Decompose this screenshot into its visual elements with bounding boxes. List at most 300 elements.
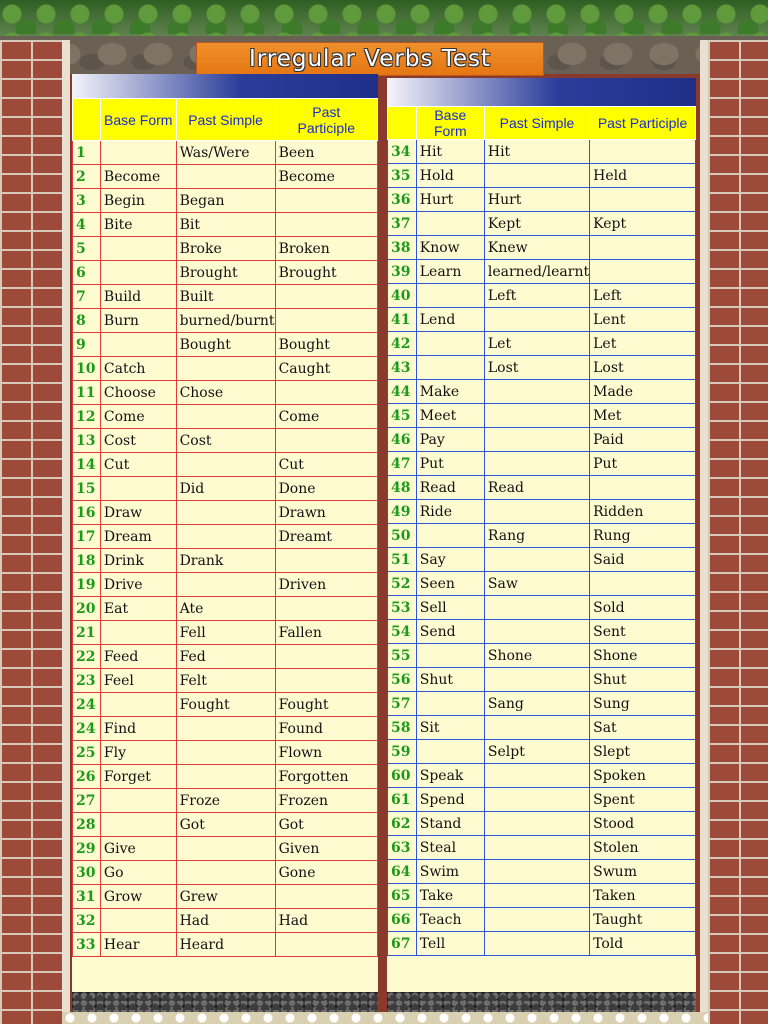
- past-participle-cell[interactable]: Forgotten: [275, 765, 377, 789]
- base-form-cell[interactable]: Read: [416, 476, 484, 500]
- table-row: [388, 428, 696, 452]
- past-simple-cell[interactable]: [176, 357, 275, 381]
- base-form-cell[interactable]: [100, 813, 176, 837]
- base-form-cell[interactable]: Spend: [416, 788, 484, 812]
- row-number: 32: [73, 909, 101, 933]
- row-number: 10: [73, 357, 101, 381]
- past-simple-cell[interactable]: Grew: [176, 885, 275, 909]
- past-participle-cell[interactable]: [275, 189, 377, 213]
- row-number: 52: [388, 572, 417, 596]
- past-participle-cell[interactable]: Told: [590, 932, 696, 956]
- past-simple-cell[interactable]: Ate: [176, 597, 275, 621]
- table-row: [388, 212, 696, 236]
- row-number: 33: [73, 933, 101, 957]
- past-simple-cell[interactable]: [176, 405, 275, 429]
- row-number: 5: [73, 237, 101, 261]
- past-participle-cell[interactable]: Let: [590, 332, 696, 356]
- past-simple-cell[interactable]: Fought: [176, 693, 275, 717]
- base-form-cell[interactable]: Take: [416, 884, 484, 908]
- row-number: 19: [73, 573, 101, 597]
- row-number: 47: [388, 452, 417, 476]
- base-form-cell[interactable]: [416, 692, 484, 716]
- table-row: [73, 837, 378, 861]
- base-form-cell[interactable]: Give: [100, 837, 176, 861]
- past-simple-cell[interactable]: Hit: [484, 140, 589, 164]
- base-form-cell[interactable]: [100, 477, 176, 501]
- table-row: [73, 261, 378, 285]
- past-simple-cell[interactable]: Bought: [176, 333, 275, 357]
- past-participle-cell[interactable]: Become: [275, 165, 377, 189]
- past-simple-cell[interactable]: Fell: [176, 621, 275, 645]
- base-form-cell[interactable]: Hurt: [416, 188, 484, 212]
- past-simple-cell[interactable]: Rang: [484, 524, 589, 548]
- past-simple-cell[interactable]: Brought: [176, 261, 275, 285]
- past-simple-cell[interactable]: [484, 860, 589, 884]
- base-form-cell[interactable]: Swim: [416, 860, 484, 884]
- past-participle-cell[interactable]: Shone: [590, 644, 696, 668]
- table-row: [388, 476, 696, 500]
- past-simple-cell[interactable]: [484, 452, 589, 476]
- past-participle-cell[interactable]: Lost: [590, 356, 696, 380]
- base-form-cell[interactable]: [100, 621, 176, 645]
- past-participle-cell[interactable]: Fought: [275, 693, 377, 717]
- past-participle-cell[interactable]: [275, 933, 377, 957]
- table-row: [73, 669, 378, 693]
- base-form-cell[interactable]: Stand: [416, 812, 484, 836]
- past-participle-cell[interactable]: [275, 597, 377, 621]
- past-simple-cell[interactable]: [176, 765, 275, 789]
- past-participle-cell[interactable]: Had: [275, 909, 377, 933]
- past-participle-cell[interactable]: Stolen: [590, 836, 696, 860]
- past-simple-cell[interactable]: [176, 165, 275, 189]
- verbs-panel-right: [387, 78, 696, 992]
- base-form-cell[interactable]: Catch: [100, 357, 176, 381]
- table-row: [388, 332, 696, 356]
- verbs-table-left: [72, 98, 378, 957]
- past-participle-cell[interactable]: [275, 309, 377, 333]
- past-participle-cell[interactable]: Held: [590, 164, 696, 188]
- past-participle-cell[interactable]: Bought: [275, 333, 377, 357]
- past-participle-cell[interactable]: Been: [275, 141, 377, 165]
- table-row: [73, 813, 378, 837]
- past-participle-cell[interactable]: Made: [590, 380, 696, 404]
- past-participle-cell[interactable]: Found: [275, 717, 377, 741]
- past-simple-cell[interactable]: Lost: [484, 356, 589, 380]
- base-form-cell[interactable]: Teach: [416, 908, 484, 932]
- row-number: 59: [388, 740, 417, 764]
- panel-header-bar: [72, 74, 378, 98]
- base-form-cell[interactable]: Sit: [416, 716, 484, 740]
- past-simple-cell[interactable]: [484, 308, 589, 332]
- table-row: [73, 525, 378, 549]
- table-row: [388, 836, 696, 860]
- row-number: 17: [73, 525, 101, 549]
- table-row: [388, 260, 696, 284]
- past-simple-cell[interactable]: Left: [484, 284, 589, 308]
- past-participle-cell[interactable]: Ridden: [590, 500, 696, 524]
- base-form-cell[interactable]: Come: [100, 405, 176, 429]
- base-form-cell[interactable]: Build: [100, 285, 176, 309]
- past-participle-cell[interactable]: Sold: [590, 596, 696, 620]
- table-row: [388, 788, 696, 812]
- past-participle-cell[interactable]: Spent: [590, 788, 696, 812]
- past-participle-cell[interactable]: [590, 188, 696, 212]
- row-number: 4: [73, 213, 101, 237]
- table-row: [73, 357, 378, 381]
- past-participle-cell[interactable]: Sung: [590, 692, 696, 716]
- past-participle-cell[interactable]: Said: [590, 548, 696, 572]
- row-number: 36: [388, 188, 417, 212]
- table-header-row: [73, 99, 378, 141]
- past-participle-cell[interactable]: Put: [590, 452, 696, 476]
- table-row: [388, 452, 696, 476]
- table-row: [73, 693, 378, 717]
- row-number: 66: [388, 908, 417, 932]
- table-row: [73, 309, 378, 333]
- row-number: 3: [73, 189, 101, 213]
- past-simple-cell[interactable]: Was/Were: [176, 141, 275, 165]
- header-past-simple: Past Simple: [176, 99, 275, 141]
- past-participle-cell[interactable]: Stood: [590, 812, 696, 836]
- past-participle-cell[interactable]: Brought: [275, 261, 377, 285]
- base-form-cell[interactable]: Grow: [100, 885, 176, 909]
- past-participle-cell[interactable]: Flown: [275, 741, 377, 765]
- table-row: [73, 429, 378, 453]
- past-simple-cell[interactable]: Heard: [176, 933, 275, 957]
- past-simple-cell[interactable]: [176, 501, 275, 525]
- row-number: 27: [73, 789, 101, 813]
- base-form-cell[interactable]: [100, 789, 176, 813]
- table-row: [73, 213, 378, 237]
- table-row: [388, 140, 696, 164]
- row-number: 49: [388, 500, 417, 524]
- past-simple-cell[interactable]: [484, 620, 589, 644]
- table-row: [388, 860, 696, 884]
- base-form-cell[interactable]: Eat: [100, 597, 176, 621]
- base-form-cell[interactable]: Hold: [416, 164, 484, 188]
- row-number: 15: [73, 477, 101, 501]
- base-form-cell[interactable]: [416, 284, 484, 308]
- base-form-cell[interactable]: [416, 524, 484, 548]
- base-form-cell[interactable]: [100, 909, 176, 933]
- table-row: [388, 692, 696, 716]
- row-number: 21: [73, 621, 101, 645]
- pillar-left: [62, 40, 70, 1024]
- row-number: 18: [73, 549, 101, 573]
- past-participle-cell[interactable]: Caught: [275, 357, 377, 381]
- base-form-cell[interactable]: Cut: [100, 453, 176, 477]
- base-form-cell[interactable]: Send: [416, 620, 484, 644]
- base-form-cell[interactable]: [416, 644, 484, 668]
- past-simple-cell[interactable]: [484, 764, 589, 788]
- header-base-form: Base Form: [100, 99, 176, 141]
- base-form-cell[interactable]: Drive: [100, 573, 176, 597]
- past-simple-cell[interactable]: [484, 668, 589, 692]
- past-simple-cell[interactable]: Bit: [176, 213, 275, 237]
- base-form-cell[interactable]: Draw: [100, 501, 176, 525]
- past-simple-cell[interactable]: [484, 404, 589, 428]
- table-row: [73, 645, 378, 669]
- base-form-cell[interactable]: [100, 693, 176, 717]
- row-number: 43: [388, 356, 417, 380]
- verbs-table-right: [387, 106, 696, 956]
- past-participle-cell[interactable]: Taken: [590, 884, 696, 908]
- past-participle-cell[interactable]: Paid: [590, 428, 696, 452]
- past-participle-cell[interactable]: [275, 669, 377, 693]
- base-form-cell[interactable]: Cost: [100, 429, 176, 453]
- base-form-cell[interactable]: [416, 740, 484, 764]
- past-simple-cell[interactable]: [176, 837, 275, 861]
- header-past-participle: [275, 99, 377, 141]
- row-number: 22: [73, 645, 101, 669]
- past-participle-cell[interactable]: Kept: [590, 212, 696, 236]
- base-form-cell[interactable]: Hear: [100, 933, 176, 957]
- past-simple-cell[interactable]: [176, 717, 275, 741]
- past-participle-cell[interactable]: Taught: [590, 908, 696, 932]
- header-number: [73, 99, 101, 141]
- table-row: [73, 141, 378, 165]
- table-row: [388, 524, 696, 548]
- past-participle-cell[interactable]: Fallen: [275, 621, 377, 645]
- row-number: 14: [73, 453, 101, 477]
- past-simple-cell[interactable]: Felt: [176, 669, 275, 693]
- past-participle-cell[interactable]: Got: [275, 813, 377, 837]
- base-form-cell[interactable]: Meet: [416, 404, 484, 428]
- past-participle-cell[interactable]: Drawn: [275, 501, 377, 525]
- row-number: 11: [73, 381, 101, 405]
- past-participle-cell[interactable]: [590, 140, 696, 164]
- past-simple-cell[interactable]: [484, 500, 589, 524]
- base-form-cell[interactable]: Sell: [416, 596, 484, 620]
- past-simple-cell[interactable]: Got: [176, 813, 275, 837]
- past-participle-cell[interactable]: Cut: [275, 453, 377, 477]
- base-form-cell[interactable]: Feel: [100, 669, 176, 693]
- row-number: 8: [73, 309, 101, 333]
- table-row: [388, 884, 696, 908]
- past-simple-cell[interactable]: learned/learnt: [484, 260, 589, 284]
- row-number: 1: [73, 141, 101, 165]
- past-simple-cell[interactable]: [176, 525, 275, 549]
- table-row: [73, 501, 378, 525]
- past-simple-cell[interactable]: [484, 932, 589, 956]
- past-participle-cell[interactable]: Spoken: [590, 764, 696, 788]
- base-form-cell[interactable]: Burn: [100, 309, 176, 333]
- base-form-cell[interactable]: Ride: [416, 500, 484, 524]
- row-number: 60: [388, 764, 417, 788]
- header-past-simple: Past Simple: [484, 107, 589, 140]
- base-form-cell[interactable]: Forget: [100, 765, 176, 789]
- base-form-cell[interactable]: Put: [416, 452, 484, 476]
- past-simple-cell[interactable]: Built: [176, 285, 275, 309]
- past-simple-cell[interactable]: [484, 548, 589, 572]
- past-participle-cell[interactable]: [275, 381, 377, 405]
- base-form-cell[interactable]: Know: [416, 236, 484, 260]
- past-simple-cell[interactable]: [176, 573, 275, 597]
- past-participle-cell[interactable]: Met: [590, 404, 696, 428]
- past-simple-cell[interactable]: Froze: [176, 789, 275, 813]
- brick-wall-left: [0, 40, 62, 1024]
- row-number: 37: [388, 212, 417, 236]
- base-form-cell[interactable]: Seen: [416, 572, 484, 596]
- base-form-cell[interactable]: Steal: [416, 836, 484, 860]
- header-number: [388, 107, 417, 140]
- past-participle-cell[interactable]: Broken: [275, 237, 377, 261]
- row-number: 61: [388, 788, 417, 812]
- table-row: [73, 333, 378, 357]
- past-participle-cell[interactable]: [590, 572, 696, 596]
- brick-wall-right: [708, 40, 768, 1024]
- past-participle-cell[interactable]: Done: [275, 477, 377, 501]
- past-simple-cell[interactable]: burned/burnt: [176, 309, 275, 333]
- base-form-cell[interactable]: Become: [100, 165, 176, 189]
- past-simple-cell[interactable]: Shone: [484, 644, 589, 668]
- past-simple-cell[interactable]: Cost: [176, 429, 275, 453]
- past-simple-cell[interactable]: Read: [484, 476, 589, 500]
- past-simple-cell[interactable]: [176, 861, 275, 885]
- base-form-cell[interactable]: Hit: [416, 140, 484, 164]
- past-simple-cell[interactable]: [484, 884, 589, 908]
- past-participle-cell[interactable]: [275, 885, 377, 909]
- base-form-cell[interactable]: Drink: [100, 549, 176, 573]
- row-number: 28: [73, 813, 101, 837]
- past-participle-cell[interactable]: [275, 549, 377, 573]
- past-participle-cell[interactable]: [590, 476, 696, 500]
- base-form-cell[interactable]: Fly: [100, 741, 176, 765]
- row-number: 53: [388, 596, 417, 620]
- past-simple-cell[interactable]: Drank: [176, 549, 275, 573]
- table-row: [73, 717, 378, 741]
- table-row: [73, 789, 378, 813]
- past-simple-cell[interactable]: Selpt: [484, 740, 589, 764]
- past-participle-cell[interactable]: [275, 213, 377, 237]
- table-row: [388, 308, 696, 332]
- past-participle-cell[interactable]: Slept: [590, 740, 696, 764]
- past-simple-cell[interactable]: [484, 836, 589, 860]
- flower-border: [62, 1012, 708, 1024]
- base-form-cell[interactable]: Speak: [416, 764, 484, 788]
- past-participle-cell[interactable]: [275, 429, 377, 453]
- past-participle-cell[interactable]: Dreamt: [275, 525, 377, 549]
- past-simple-cell[interactable]: [484, 164, 589, 188]
- base-form-cell[interactable]: [100, 333, 176, 357]
- pillar-right: [700, 40, 708, 1024]
- past-simple-cell[interactable]: Did: [176, 477, 275, 501]
- panel-header-bar: [387, 78, 696, 106]
- base-form-cell[interactable]: Go: [100, 861, 176, 885]
- past-participle-cell[interactable]: Come: [275, 405, 377, 429]
- table-row: [388, 932, 696, 956]
- row-number: 67: [388, 932, 417, 956]
- base-form-cell[interactable]: Pay: [416, 428, 484, 452]
- past-participle-cell[interactable]: Rung: [590, 524, 696, 548]
- past-simple-cell[interactable]: Chose: [176, 381, 275, 405]
- row-number: 64: [388, 860, 417, 884]
- row-number: 12: [73, 405, 101, 429]
- base-form-cell[interactable]: Make: [416, 380, 484, 404]
- past-simple-cell[interactable]: Had: [176, 909, 275, 933]
- base-form-cell[interactable]: [416, 356, 484, 380]
- past-simple-cell[interactable]: Saw: [484, 572, 589, 596]
- base-form-cell[interactable]: Begin: [100, 189, 176, 213]
- base-form-cell[interactable]: Lend: [416, 308, 484, 332]
- table-row: [73, 405, 378, 429]
- past-participle-cell[interactable]: Driven: [275, 573, 377, 597]
- past-participle-cell[interactable]: [275, 645, 377, 669]
- base-form-cell[interactable]: [416, 332, 484, 356]
- base-form-cell[interactable]: Find: [100, 717, 176, 741]
- past-participle-cell[interactable]: [275, 285, 377, 309]
- table-row: [388, 164, 696, 188]
- base-form-cell[interactable]: Shut: [416, 668, 484, 692]
- base-form-cell[interactable]: [100, 237, 176, 261]
- past-participle-cell[interactable]: Given: [275, 837, 377, 861]
- past-participle-cell[interactable]: Lent: [590, 308, 696, 332]
- past-participle-cell[interactable]: Swum: [590, 860, 696, 884]
- table-row: [73, 885, 378, 909]
- past-simple-cell[interactable]: Began: [176, 189, 275, 213]
- past-simple-cell[interactable]: [484, 788, 589, 812]
- past-simple-cell[interactable]: [484, 716, 589, 740]
- row-number: 13: [73, 429, 101, 453]
- past-simple-cell[interactable]: [176, 453, 275, 477]
- past-participle-cell[interactable]: Gone: [275, 861, 377, 885]
- past-simple-cell[interactable]: Knew: [484, 236, 589, 260]
- stone-strip-left: [72, 992, 378, 1012]
- base-form-cell[interactable]: Choose: [100, 381, 176, 405]
- base-form-cell[interactable]: Dream: [100, 525, 176, 549]
- table-row: [388, 668, 696, 692]
- row-number: 44: [388, 380, 417, 404]
- past-participle-cell[interactable]: Sat: [590, 716, 696, 740]
- table-row: [73, 477, 378, 501]
- table-row: [73, 933, 378, 957]
- past-participle-cell[interactable]: Frozen: [275, 789, 377, 813]
- base-form-cell[interactable]: [416, 212, 484, 236]
- past-simple-cell[interactable]: [484, 908, 589, 932]
- past-simple-cell[interactable]: Hurt: [484, 188, 589, 212]
- past-simple-cell[interactable]: Let: [484, 332, 589, 356]
- past-simple-cell[interactable]: [176, 741, 275, 765]
- base-form-cell[interactable]: [100, 141, 176, 165]
- past-participle-cell[interactable]: Left: [590, 284, 696, 308]
- past-simple-cell[interactable]: [484, 380, 589, 404]
- past-simple-cell[interactable]: [484, 428, 589, 452]
- past-simple-cell[interactable]: Broke: [176, 237, 275, 261]
- past-simple-cell[interactable]: [484, 812, 589, 836]
- base-form-cell[interactable]: Learn: [416, 260, 484, 284]
- table-row: [388, 380, 696, 404]
- past-participle-cell[interactable]: [590, 236, 696, 260]
- table-row: [388, 644, 696, 668]
- base-form-cell[interactable]: Feed: [100, 645, 176, 669]
- past-participle-cell[interactable]: [590, 260, 696, 284]
- base-form-cell[interactable]: Bite: [100, 213, 176, 237]
- past-simple-cell[interactable]: Sang: [484, 692, 589, 716]
- table-row: [388, 548, 696, 572]
- row-number: 25: [73, 741, 101, 765]
- base-form-cell[interactable]: Tell: [416, 932, 484, 956]
- past-participle-cell[interactable]: Shut: [590, 668, 696, 692]
- row-number: 45: [388, 404, 417, 428]
- past-simple-cell[interactable]: Fed: [176, 645, 275, 669]
- row-number: 7: [73, 285, 101, 309]
- base-form-cell[interactable]: Say: [416, 548, 484, 572]
- past-simple-cell[interactable]: Kept: [484, 212, 589, 236]
- past-simple-cell[interactable]: [484, 596, 589, 620]
- base-form-cell[interactable]: [100, 261, 176, 285]
- past-participle-cell[interactable]: Sent: [590, 620, 696, 644]
- table-row: [73, 573, 378, 597]
